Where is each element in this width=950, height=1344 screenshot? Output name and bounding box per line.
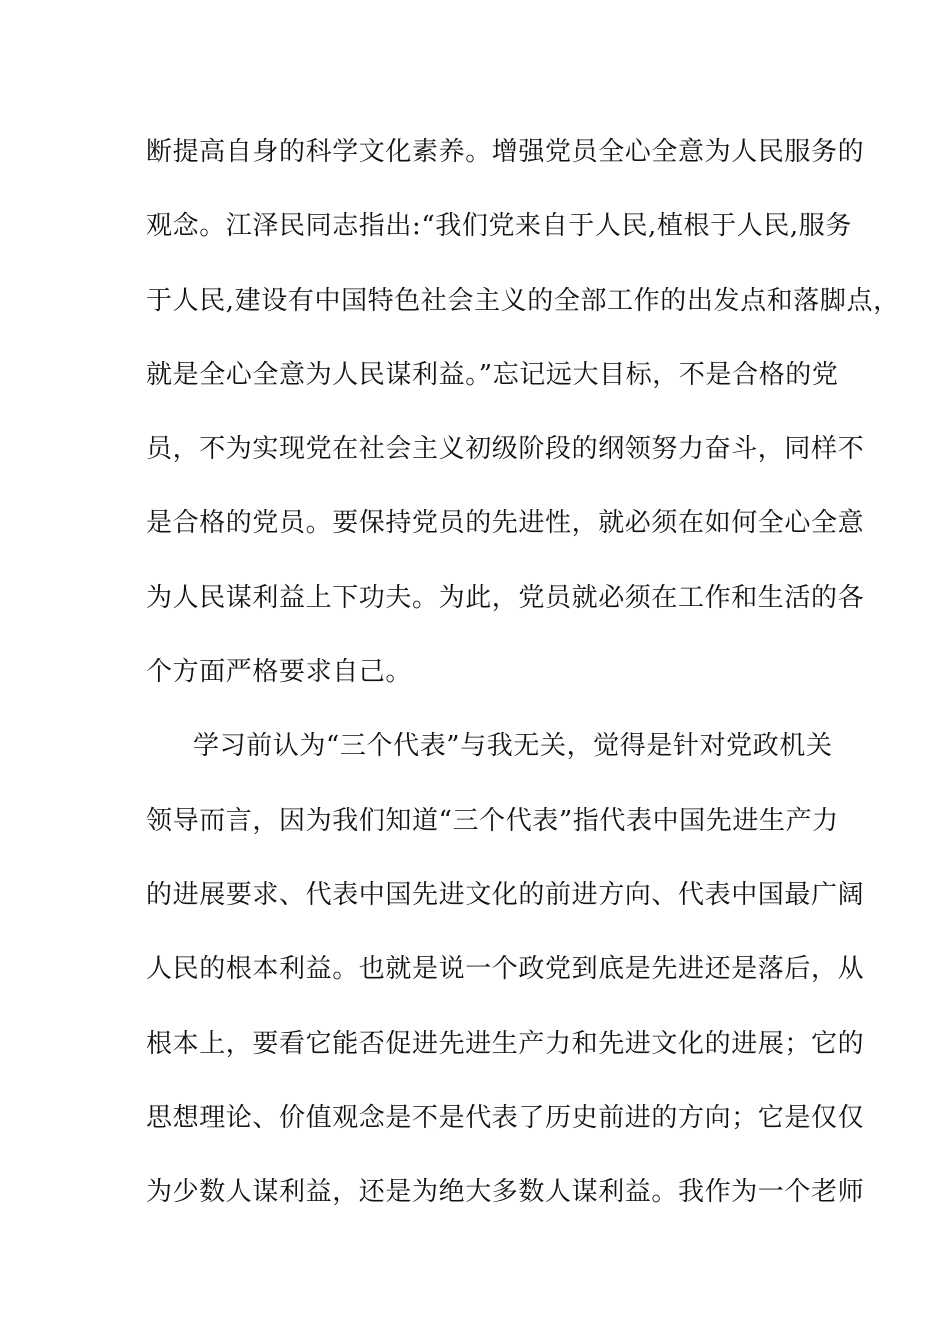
text-line: 于人民,建设有中国特色社会主义的全部工作的出发点和落脚点，: [146, 285, 900, 316]
text-line: 思想理论、价值观念是不是代表了历史前进的方向；它是仅仅: [146, 1102, 865, 1133]
text-line: 为人民谋利益上下功夫。为此，党员就必须在工作和生活的各: [146, 582, 865, 613]
text-line: 断提高自身的科学文化素养。增强党员全心全意为人民服务的: [146, 137, 865, 167]
body-text: [146, 126, 900, 1240]
paragraph-start-line: 学习前认为“三个代表”与我无关，觉得是针对党政机关: [193, 731, 833, 762]
text-line: 根本上，要看它能否促进先进生产力和先进文化的进展；它的: [146, 1028, 865, 1059]
text-line: 是合格的党员。要保持党员的先进性，就必须在如何全心全意: [146, 508, 865, 539]
text-line: 员，不为实现党在社会主义初级阶段的纲领努力奋斗，同样不: [146, 434, 865, 465]
text-line: 个方面严格要求自己。: [146, 657, 413, 688]
text-line: 观念。江泽民同志指出:“我们党来自于人民,植根于人民,服务: [146, 211, 852, 242]
text-line: 就是全心全意为人民谋利益。”忘记远大目标，不是合格的党: [146, 359, 839, 390]
text-line: 为少数人谋利益，还是为绝大多数人谋利益。我作为一个老师: [146, 1177, 865, 1208]
text-line: 领导而言，因为我们知道“三个代表”指代表中国先进生产力: [146, 805, 839, 836]
text-line: 人民的根本利益。也就是说一个政党到底是先进还是落后，从: [146, 954, 865, 985]
text-line: 的进展要求、代表中国先进文化的前进方向、代表中国最广阔: [146, 879, 865, 910]
